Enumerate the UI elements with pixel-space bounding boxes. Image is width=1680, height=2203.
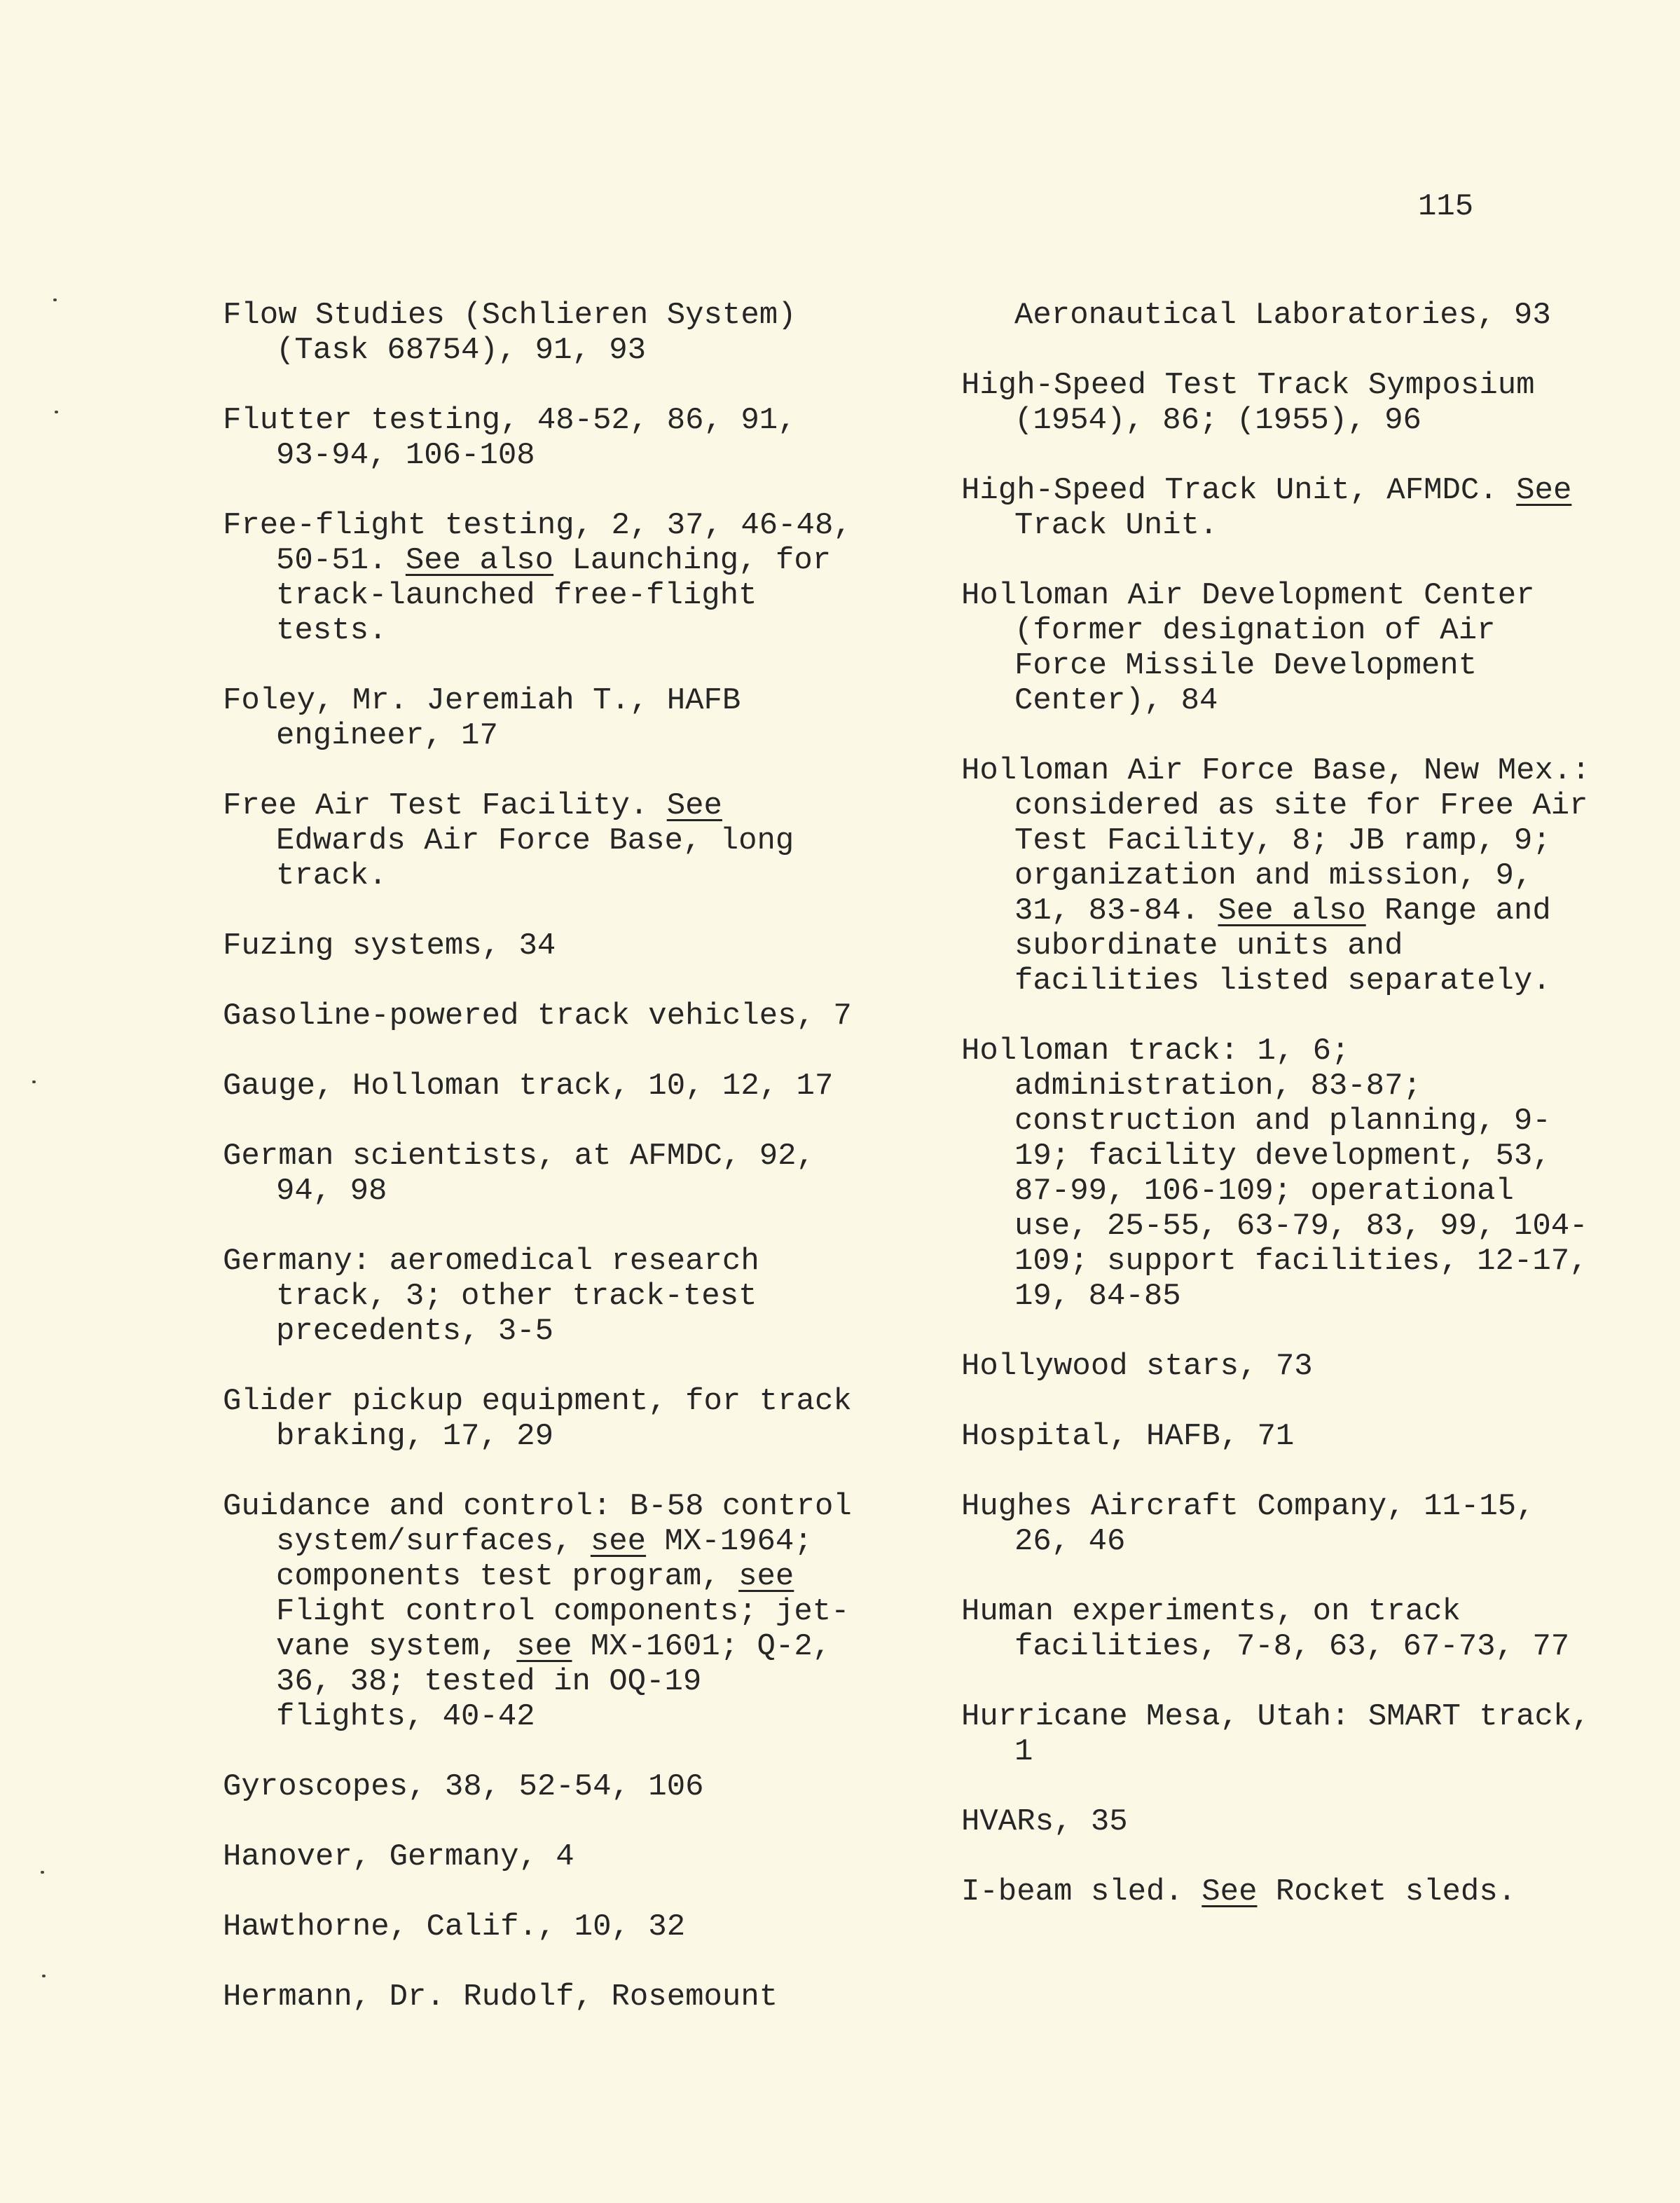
index-entry: Hanover, Germany, 4 [223, 1839, 574, 1874]
cross-reference: See [1202, 1874, 1258, 1909]
index-entry: Hughes Aircraft Company, 11-15, 26, 46 [961, 1489, 1553, 1559]
index-entry: Hurricane Mesa, Utah: SMART track, 1 [961, 1699, 1609, 1769]
scan-speck [53, 298, 57, 301]
index-entry: Hospital, HAFB, 71 [961, 1419, 1295, 1454]
index-entry: Hawthorne, Calif., 10, 32 [223, 1909, 686, 1944]
index-entry: Germany: aeromedical research track, 3; other track-test precedents, 3-5 [223, 1244, 778, 1349]
cross-reference: See [1516, 473, 1572, 508]
index-entry: Glider pickup equipment, for track braking, 17, 29 [223, 1384, 871, 1454]
index-entry: German scientists, at AFMDC, 92, 94, 98 [223, 1139, 834, 1209]
scan-speck [42, 1975, 46, 1977]
scan-speck [32, 1080, 36, 1083]
index-entry: Human experiments, on track facilities, 7-8, 63, 67-73, 77 [961, 1594, 1570, 1664]
index-entry: Guidance and control: B-58 control system/surfaces, see MX-1964; components test program, see Flight control components; jet-vane system, see MX-1601; Q-2, 36, 38; tested in OQ-19 flights, 40-42 [223, 1489, 871, 1734]
cross-reference: See also [1218, 893, 1366, 928]
scan-speck [55, 411, 58, 413]
cross-reference: see [738, 1559, 794, 1594]
index-entry: Free-flight testing, 2, 37, 46-48, 50-51. See also Launching, for track-launched free-flight tests. [223, 508, 871, 648]
index-entry: Free Air Test Facility. See Edwards Air Force Base, long track. [223, 788, 813, 893]
cross-reference: see [516, 1629, 572, 1664]
index-entry: High-Speed Test Track Symposium (1954), 86; (1955), 96 [961, 368, 1553, 438]
index-entry: Holloman Air Development Center (former designation of Air Force Missile Development Center), 84 [961, 578, 1553, 718]
index-entry: High-Speed Track Unit, AFMDC. See Track Unit. [961, 473, 1590, 543]
index-entry: Gyroscopes, 38, 52-54, 106 [223, 1769, 704, 1804]
index-entry: Hollywood stars, 73 [961, 1349, 1313, 1384]
index-entry-continuation: Aeronautical Laboratories, 93 [1014, 298, 1551, 333]
cross-reference: See also [405, 543, 554, 578]
cross-reference: see [590, 1524, 647, 1559]
index-entry: Fuzing systems, 34 [223, 928, 556, 963]
page-number: 115 [1418, 189, 1474, 224]
index-entry: Gasoline-powered track vehicles, 7 [223, 998, 852, 1034]
index-column-right [961, 298, 1609, 1944]
index-entry: Hermann, Dr. Rudolf, Rosemount [223, 1979, 778, 2015]
index-entry: I-beam sled. See Rocket sleds. [961, 1874, 1517, 1909]
cross-reference: See [666, 788, 722, 823]
index-entry: Holloman track: 1, 6; administration, 83-87; construction and planning, 9-19; facility development, 53, 87-99, 106-109; operational use, 25-55, 63-79, 83, 99, 104-109; support facilities, 12-17, 19, 84-85 [961, 1034, 1606, 1314]
index-entry: HVARs, 35 [961, 1804, 1128, 1839]
index-column-left [223, 298, 871, 2050]
scan-speck [41, 1871, 44, 1874]
index-entry: Gauge, Holloman track, 10, 12, 17 [223, 1069, 834, 1104]
index-entry: Foley, Mr. Jeremiah T., HAFB engineer, 17 [223, 683, 759, 753]
index-entry: Flow Studies (Schlieren System) (Task 68754), 91, 93 [223, 298, 815, 368]
index-entry: Holloman Air Force Base, New Mex.: considered as site for Free Air Test Facility, 8; JB ramp, 9; organization and mission, 9, 31, 83-84. See also Range and subordinate units and facilities listed separately. [961, 753, 1609, 998]
index-entry: Flutter testing, 48-52, 86, 91, 93-94, 106-108 [223, 403, 815, 473]
